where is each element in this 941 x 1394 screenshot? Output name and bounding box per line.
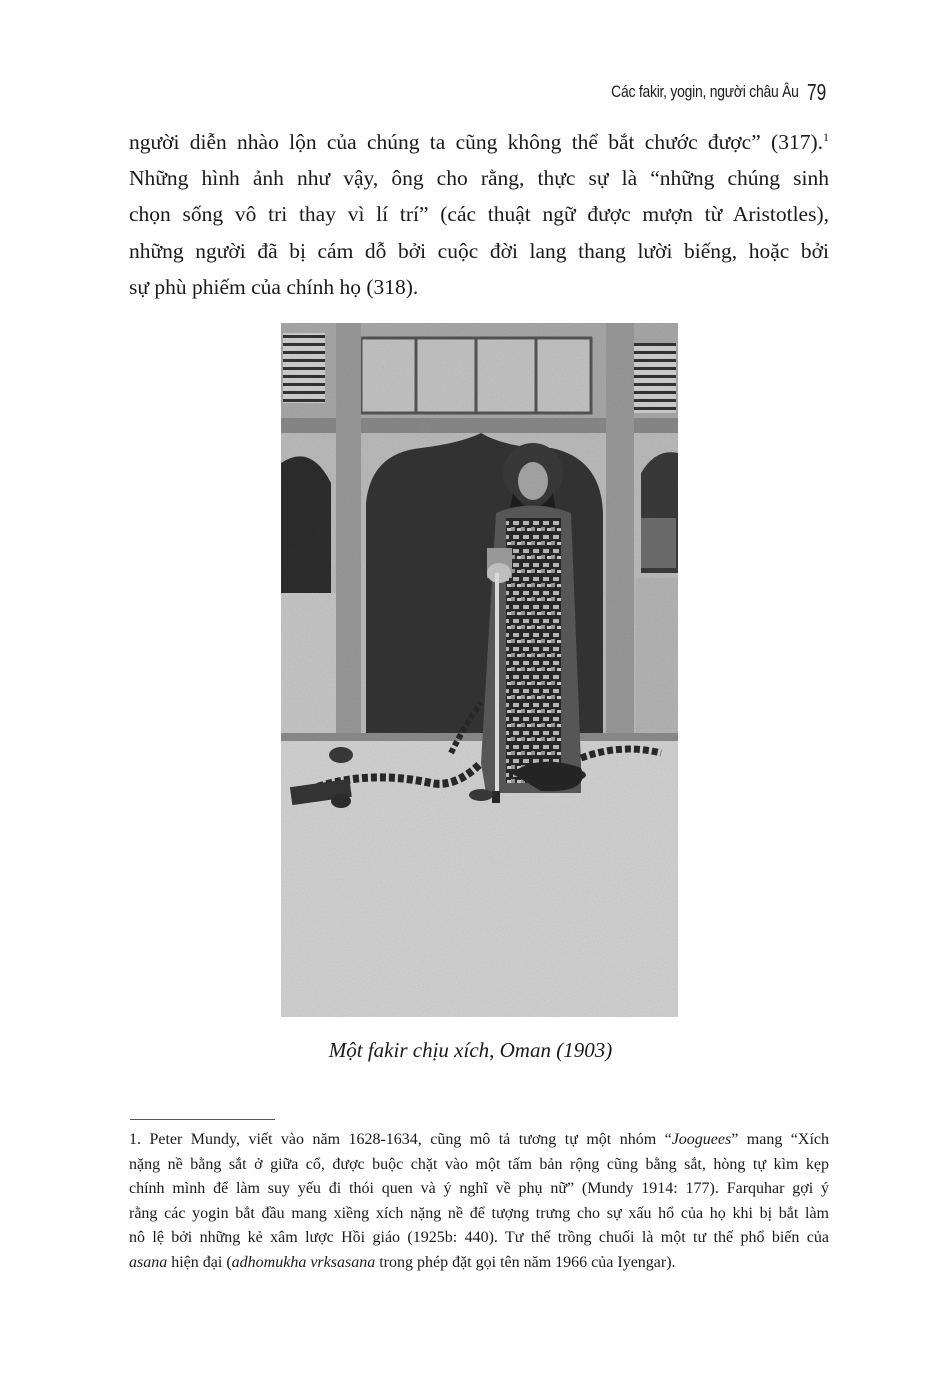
fakir-photograph [281,323,678,1017]
body-paragraph [129,124,829,305]
body-line: những người đã bị cám dỗ bởi cuộc đời lang thang lười biếng, hoặc bởi [129,238,829,263]
footnote-separator [130,1119,275,1120]
figure-caption: Một fakir chịu xích, Oman (1903) [328,1038,613,1062]
footnote-line: rằng các yogin bắt đầu mang xiềng xích nặng nề để tượng trưng cho sự xấu hổ của họ khi bị bắt làm [129,1204,829,1222]
footnote [129,1128,829,1276]
footnote-line: nô lệ bởi những kẻ xâm lược Hồi giáo (1925b: 440). Tư thế trồng chuối là một tư thế phổ biến của [129,1229,829,1247]
running-head [0,79,941,112]
photo-illustration [281,323,678,1017]
body-line: sự phù phiếm của chính họ (318). [129,274,419,299]
body-line: chọn sống vô tri thay vì lí trí” (các thuật ngữ được mượn từ Aristotles), [129,202,829,227]
footnote-line: asana hiện đại (adhomukha vrksasana trong phép đặt gọi tên năm 1966 của Iyengar). [129,1253,676,1271]
chapter-title: Các fakir, yogin, người châu Âu [611,82,799,101]
footnote-line: nặng nề bằng sắt ở giữa cổ, được buộc chặt vào một tấm bản rộng cũng bằng sắt, hòng tự kìm kẹp [129,1155,829,1173]
footnote-line: chính mình để làm suy yếu đi thói quen và ý nghĩ về phụ nữ” (Mundy 1914: 177). Farquhar gợi ý [129,1180,829,1198]
body-line: Những hình ảnh như vậy, ông cho rằng, thực sự là “những chúng sinh [129,166,829,191]
footnote-line: 1. Peter Mundy, viết vào năm 1628-1634, cũng mô tả tương tự một nhóm “Jooguees” mang “Xích [129,1131,830,1148]
body-line: người diễn nhào lộn của chúng ta cũng không thể bắt chước được” (317).$^1$ [129,130,829,154]
page-number: 79 [807,79,827,105]
footnote-reference[interactable]: 1 [823,130,829,144]
